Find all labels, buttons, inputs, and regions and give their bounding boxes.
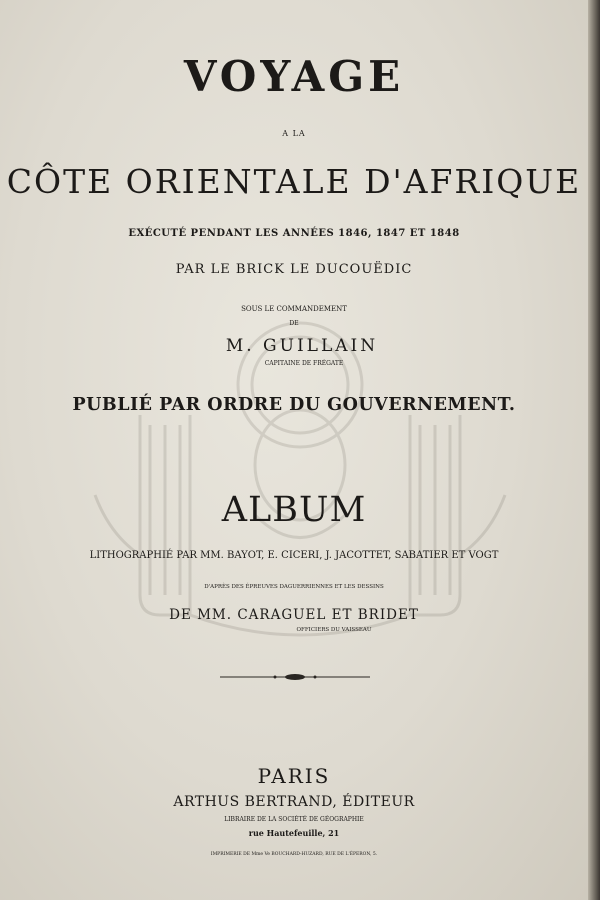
commander-name: M. GUILLAIN bbox=[225, 336, 379, 356]
imprint-libraire: LIBRAIRE DE LA SOCIÉTÉ DE GÉOGRAPHIE bbox=[224, 816, 364, 823]
imprint-printer: IMPRIMERIE DE Mme Ve BOUCHARD-HUZARD, RUE DE L'ÉPERON, 5. bbox=[210, 852, 378, 857]
imprint-address: rue Hautefeuille, 21 bbox=[248, 828, 340, 838]
title-a-la: A LA bbox=[282, 129, 306, 138]
text-sous-commandement: SOUS LE COMMANDEMENT bbox=[241, 305, 347, 313]
page-edge bbox=[588, 0, 600, 900]
text-caraguel-bridet: DE MM. CARAGUEL ET BRIDET bbox=[169, 607, 419, 623]
imprint-publisher: ARTHUS BERTRAND, ÉDITEUR bbox=[173, 794, 415, 810]
subtitle-executed-years: EXÉCUTÉ PENDANT LES ANNÉES 1846, 1847 ET 1848 bbox=[128, 228, 460, 239]
publie-par-ordre: PUBLIÉ PAR ORDRE DU GOUVERNEMENT. bbox=[72, 395, 516, 415]
title-voyage: VOYAGE bbox=[183, 52, 405, 101]
ornamental-rule-icon bbox=[220, 672, 370, 682]
imprint-city: PARIS bbox=[257, 764, 331, 788]
text-officiers: OFFICIERS DU VAISSEAU bbox=[296, 627, 372, 633]
commander-rank: CAPITAINE DE FRÉGATE bbox=[264, 360, 344, 367]
title-album: ALBUM bbox=[221, 490, 367, 530]
title-cote-orientale: CÔTE ORIENTALE D'AFRIQUE bbox=[6, 162, 582, 201]
text-d-apres: D'APRÈS DES ÉPREUVES DAGUERRIENNES ET LES DESSINS bbox=[204, 584, 384, 590]
text-lithographie: LITHOGRAPHIÉ PAR MM. BAYOT, E. CICERI, J. JACOTTET, SABATIER ET VOGT bbox=[89, 550, 499, 561]
subtitle-brick: PAR LE BRICK LE DUCOUËDIC bbox=[175, 262, 413, 277]
text-de: DE bbox=[289, 320, 299, 327]
